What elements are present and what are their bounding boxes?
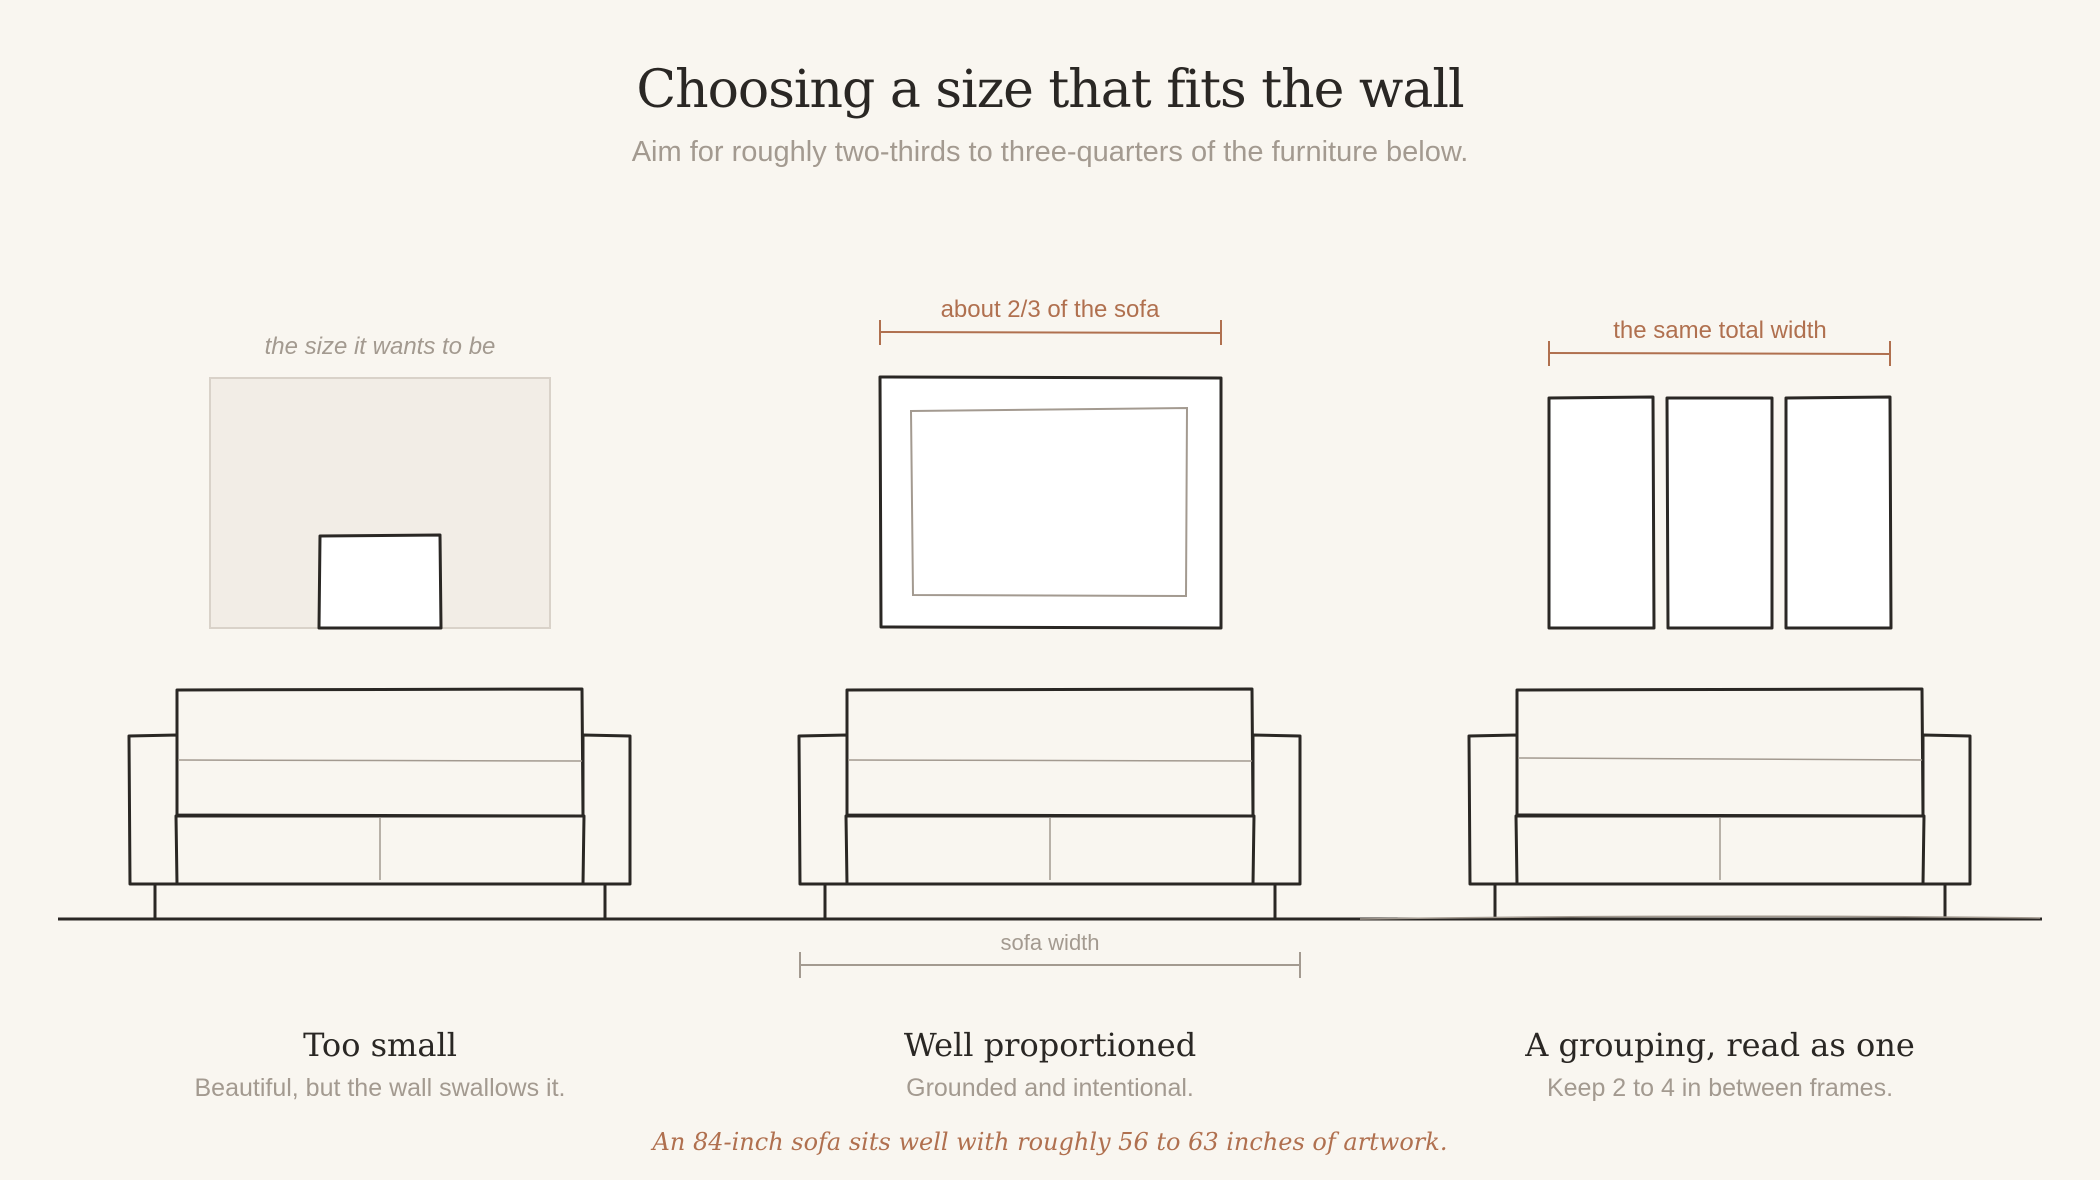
group-frame-left: [1549, 397, 1654, 628]
two-thirds-dimension-line: [880, 320, 1221, 345]
caption-title-too-small: Too small: [303, 1026, 457, 1064]
caption-description-too-small: Beautiful, but the wall swallows it.: [194, 1074, 566, 1102]
page-title: Choosing a size that fits the wall: [636, 60, 1464, 120]
panel-too-small: [210, 333, 550, 628]
caption-description-grouping: Keep 2 to 4 in between frames.: [1546, 1074, 1894, 1102]
small-artwork-frame: [319, 535, 441, 628]
large-artwork-frame: [880, 377, 1221, 628]
caption-title-grouping: A grouping, read as one: [1525, 1026, 1915, 1064]
ideal-size-annotation: the size it wants to be: [264, 333, 496, 360]
group-frame-right: [1786, 397, 1891, 628]
panel-well-proportioned: [880, 296, 1221, 628]
two-thirds-annotation: about 2/3 of the sofa: [940, 296, 1160, 323]
group-frame-middle: [1667, 398, 1772, 628]
caption-title-well-proportioned: Well proportioned: [903, 1026, 1197, 1064]
sofa-too-small: [129, 689, 630, 918]
footnote: An 84-inch sofa sits well with roughly 56 to 63 inches of artwork.: [652, 1128, 1448, 1156]
group-dimension-line: [1549, 341, 1890, 366]
page-subtitle: Aim for roughly two-thirds to three-quarters of the furniture below.: [631, 136, 1469, 168]
sofa-well-proportioned: [799, 689, 1300, 918]
same-width-annotation: the same total width: [1613, 317, 1827, 344]
sofa-width-dimension-line: [800, 952, 1300, 978]
caption-description-well-proportioned: Grounded and intentional.: [906, 1074, 1194, 1102]
panel-grouping: [1549, 317, 1891, 628]
sofa-width-label: sofa width: [1000, 930, 1100, 955]
sofa-grouping: [1469, 689, 1970, 918]
